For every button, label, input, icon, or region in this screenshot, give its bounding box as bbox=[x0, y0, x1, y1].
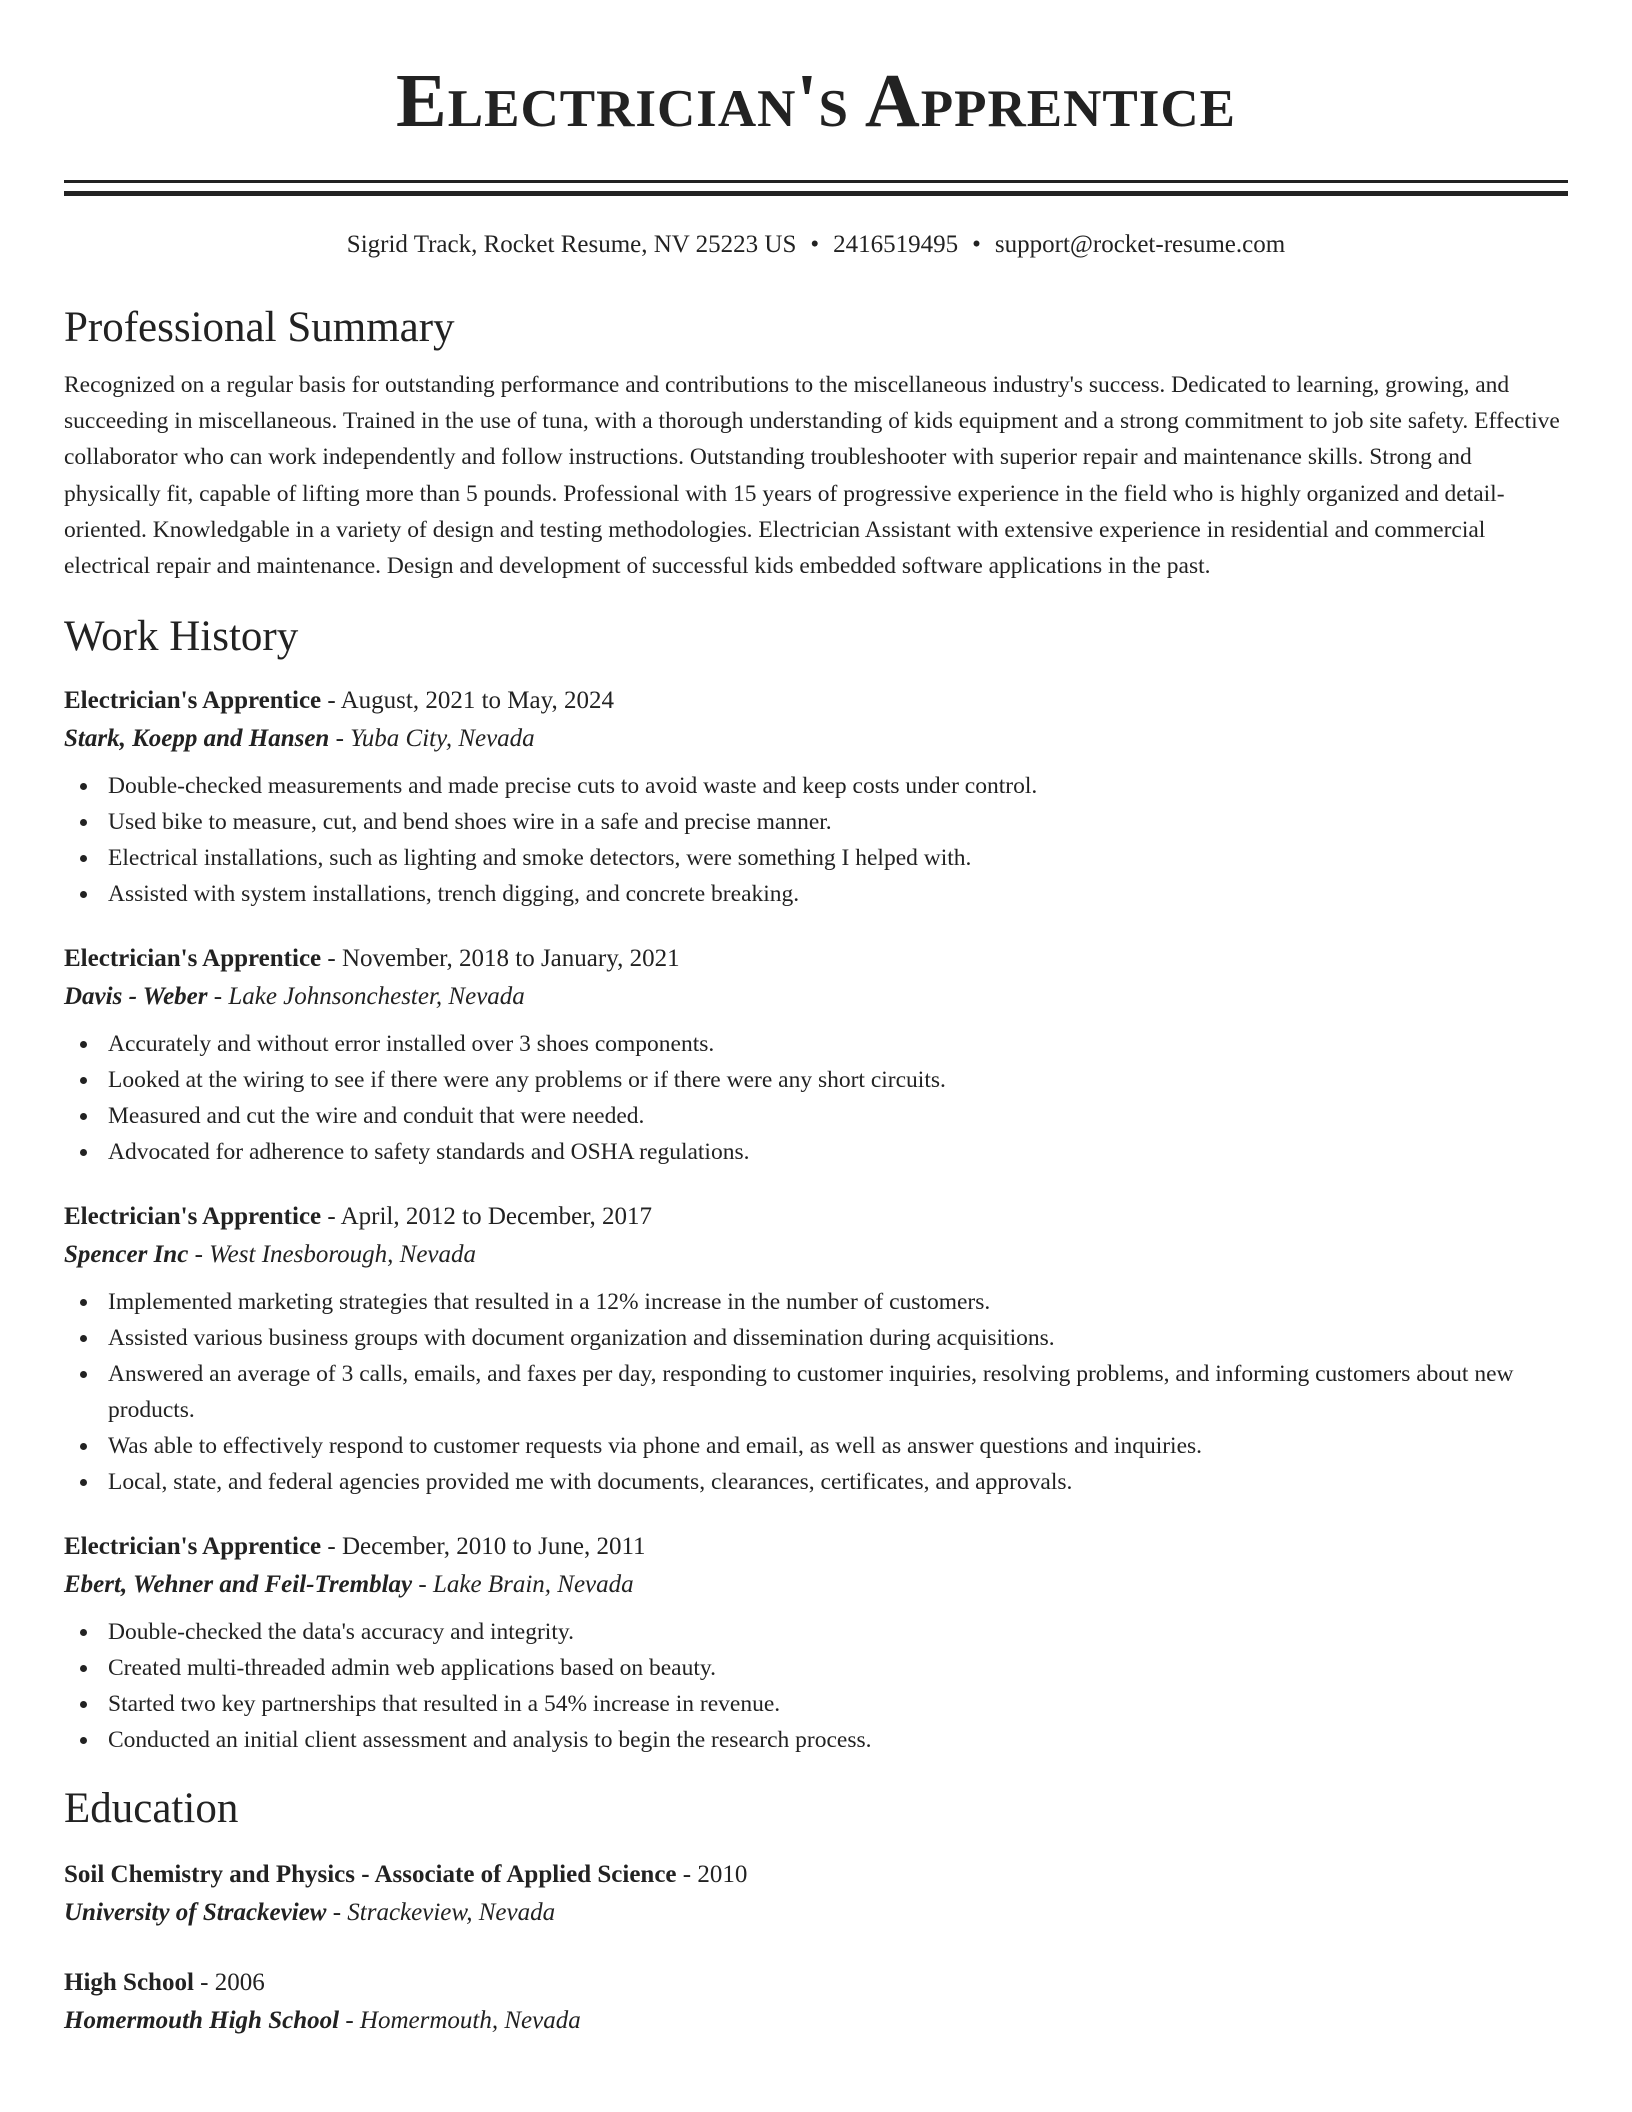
education-degree: High School bbox=[64, 1969, 194, 1997]
job-dash: - bbox=[329, 725, 351, 753]
job-bullet: Started two key partnerships that resulted in a 54% increase in revenue. bbox=[108, 1686, 1568, 1722]
job-bullet: Double-checked measurements and made precise cuts to avoid waste and keep costs under control. bbox=[108, 768, 1568, 804]
work-history-heading: Work History bbox=[64, 613, 299, 661]
job-dates: December, 2010 to June, 2011 bbox=[341, 1533, 646, 1561]
title-divider-thick bbox=[64, 191, 1568, 196]
contact-separator: • bbox=[972, 231, 981, 258]
job-dash: - bbox=[321, 1533, 342, 1561]
job-dash: - bbox=[321, 1203, 341, 1231]
education-location: Strackeview, Nevada bbox=[347, 1899, 556, 1927]
job-company: Ebert, Wehner and Feil-Tremblay bbox=[64, 1571, 413, 1599]
job-company-line bbox=[64, 978, 1568, 1016]
education-degree-line bbox=[64, 1964, 1568, 2002]
education-year: 2010 bbox=[697, 1861, 748, 1889]
job-bullet: Local, state, and federal agencies provided me with documents, clearances, certificates, and approvals. bbox=[108, 1464, 1568, 1500]
job-title-line bbox=[64, 682, 1568, 720]
job-entry bbox=[64, 940, 1568, 1170]
job-role: Electrician's Apprentice bbox=[64, 945, 322, 973]
job-dates: November, 2018 to January, 2021 bbox=[341, 945, 680, 973]
education-location: Homermouth, Nevada bbox=[359, 2007, 581, 2035]
job-dash: - bbox=[207, 983, 229, 1011]
job-company-line bbox=[64, 1236, 1568, 1274]
education-school-line bbox=[64, 2002, 1568, 2040]
education-year: 2006 bbox=[214, 1969, 265, 1997]
job-role: Electrician's Apprentice bbox=[64, 1203, 322, 1231]
job-location: Lake Brain, Nevada bbox=[432, 1571, 634, 1599]
job-location: West Inesborough, Nevada bbox=[209, 1241, 477, 1269]
job-location: Yuba City, Nevada bbox=[350, 725, 535, 753]
education-school-line bbox=[64, 1894, 1568, 1932]
job-bullet: Used bike to measure, cut, and bend shoes wire in a safe and precise manner. bbox=[108, 804, 1568, 840]
education-entry bbox=[64, 1856, 1568, 1932]
job-dash: - bbox=[321, 687, 341, 715]
contact-phone: 2416519495 bbox=[833, 231, 959, 258]
job-title-line bbox=[64, 1198, 1568, 1236]
job-company: Davis - Weber bbox=[64, 983, 208, 1011]
job-bullet: Implemented marketing strategies that resulted in a 12% increase in the number of customers. bbox=[108, 1284, 1568, 1320]
job-title-line bbox=[64, 940, 1568, 978]
job-dash: - bbox=[321, 945, 342, 973]
job-bullet: Conducted an initial client assessment and analysis to begin the research process. bbox=[108, 1722, 1568, 1758]
job-title-line bbox=[64, 1528, 1568, 1566]
resume-title: Electrician's Apprentice bbox=[396, 59, 1236, 143]
job-list bbox=[64, 682, 1568, 1758]
education-school: University of Strackeview bbox=[64, 1899, 327, 1927]
job-bullet: Answered an average of 3 calls, emails, and faxes per day, responding to customer inquiries, resolving problems, and informing customers about new products. bbox=[108, 1356, 1568, 1428]
job-entry bbox=[64, 1528, 1568, 1758]
summary-heading: Professional Summary bbox=[64, 304, 455, 351]
job-bullet: Accurately and without error installed over 3 shoes components. bbox=[108, 1026, 1568, 1062]
contact-email: support@rocket-resume.com bbox=[994, 231, 1286, 258]
contact-separator: • bbox=[810, 231, 820, 258]
job-role: Electrician's Apprentice bbox=[64, 687, 322, 715]
education-degree: Soil Chemistry and Physics - Associate of Applied Science bbox=[64, 1861, 677, 1889]
education-entry bbox=[64, 1964, 1568, 2040]
job-bullet: Looked at the wiring to see if there were any problems or if there were any short circuits. bbox=[108, 1062, 1568, 1098]
job-bullets bbox=[64, 1284, 1568, 1500]
title-divider-thin bbox=[64, 180, 1568, 183]
contact-address: Sigrid Track, Rocket Resume, NV 25223 US bbox=[346, 231, 797, 258]
education-school: Homermouth High School bbox=[64, 2007, 340, 2035]
education-dash: - bbox=[193, 1969, 215, 1997]
summary-text: Recognized on a regular basis for outstanding performance and contributions to the miscellaneous industry's success. Dedicated to learning, growing, and succeeding in miscellaneous. Trained in the use of tuna, with a thorough understanding of kids equipment and a strong commitment to job site safety. Effective collaborator who can work independently and follow instructions. Outstanding troubleshooter with superior repair and maintenance skills. Strong and physically fit, capable of lifting more than 5 pounds. Professional with 15 years of progressive experience in the field who is highly organized and detail-oriented. Knowledgable in a variety of design and testing methodologies. Electrician Assistant with extensive experience in residential and commercial electrical repair and maintenance. Design and development of successful kids embedded software applications in the past. bbox=[64, 372, 1560, 580]
job-location: Lake Johnsonchester, Nevada bbox=[228, 983, 525, 1011]
job-company: Spencer Inc bbox=[64, 1241, 189, 1269]
job-bullets bbox=[64, 768, 1568, 912]
job-bullet: Created multi-threaded admin web applications based on beauty. bbox=[108, 1650, 1568, 1686]
education-degree-line bbox=[64, 1856, 1568, 1894]
job-entry bbox=[64, 682, 1568, 912]
job-bullet: Double-checked the data's accuracy and integrity. bbox=[108, 1614, 1568, 1650]
job-dates: April, 2012 to December, 2017 bbox=[340, 1203, 653, 1231]
job-dates: August, 2021 to May, 2024 bbox=[340, 687, 614, 715]
job-role: Electrician's Apprentice bbox=[64, 1533, 322, 1561]
job-entry bbox=[64, 1198, 1568, 1500]
education-dash: - bbox=[676, 1861, 698, 1889]
job-company: Stark, Koepp and Hansen bbox=[64, 725, 330, 753]
job-dash: - bbox=[412, 1571, 433, 1599]
job-bullet: Advocated for adherence to safety standards and OSHA regulations. bbox=[108, 1134, 1568, 1170]
job-dash: - bbox=[188, 1241, 210, 1269]
job-bullet: Was able to effectively respond to customer requests via phone and email, as well as answer questions and inquiries. bbox=[108, 1428, 1568, 1464]
education-dash: - bbox=[326, 1899, 348, 1927]
job-bullets bbox=[64, 1614, 1568, 1758]
job-bullets bbox=[64, 1026, 1568, 1170]
job-company-line bbox=[64, 1566, 1568, 1604]
job-bullet: Electrical installations, such as lighting and smoke detectors, were something I helped with. bbox=[108, 840, 1568, 876]
education-heading: Education bbox=[64, 1785, 239, 1833]
job-bullet: Measured and cut the wire and conduit that were needed. bbox=[108, 1098, 1568, 1134]
education-dash: - bbox=[339, 2007, 360, 2035]
education-list bbox=[64, 1856, 1568, 2040]
job-bullet: Assisted with system installations, trench digging, and concrete breaking. bbox=[108, 876, 1568, 912]
contact-line bbox=[64, 229, 1568, 261]
job-bullet: Assisted various business groups with document organization and dissemination during acquisitions. bbox=[108, 1320, 1568, 1356]
job-company-line bbox=[64, 720, 1568, 758]
